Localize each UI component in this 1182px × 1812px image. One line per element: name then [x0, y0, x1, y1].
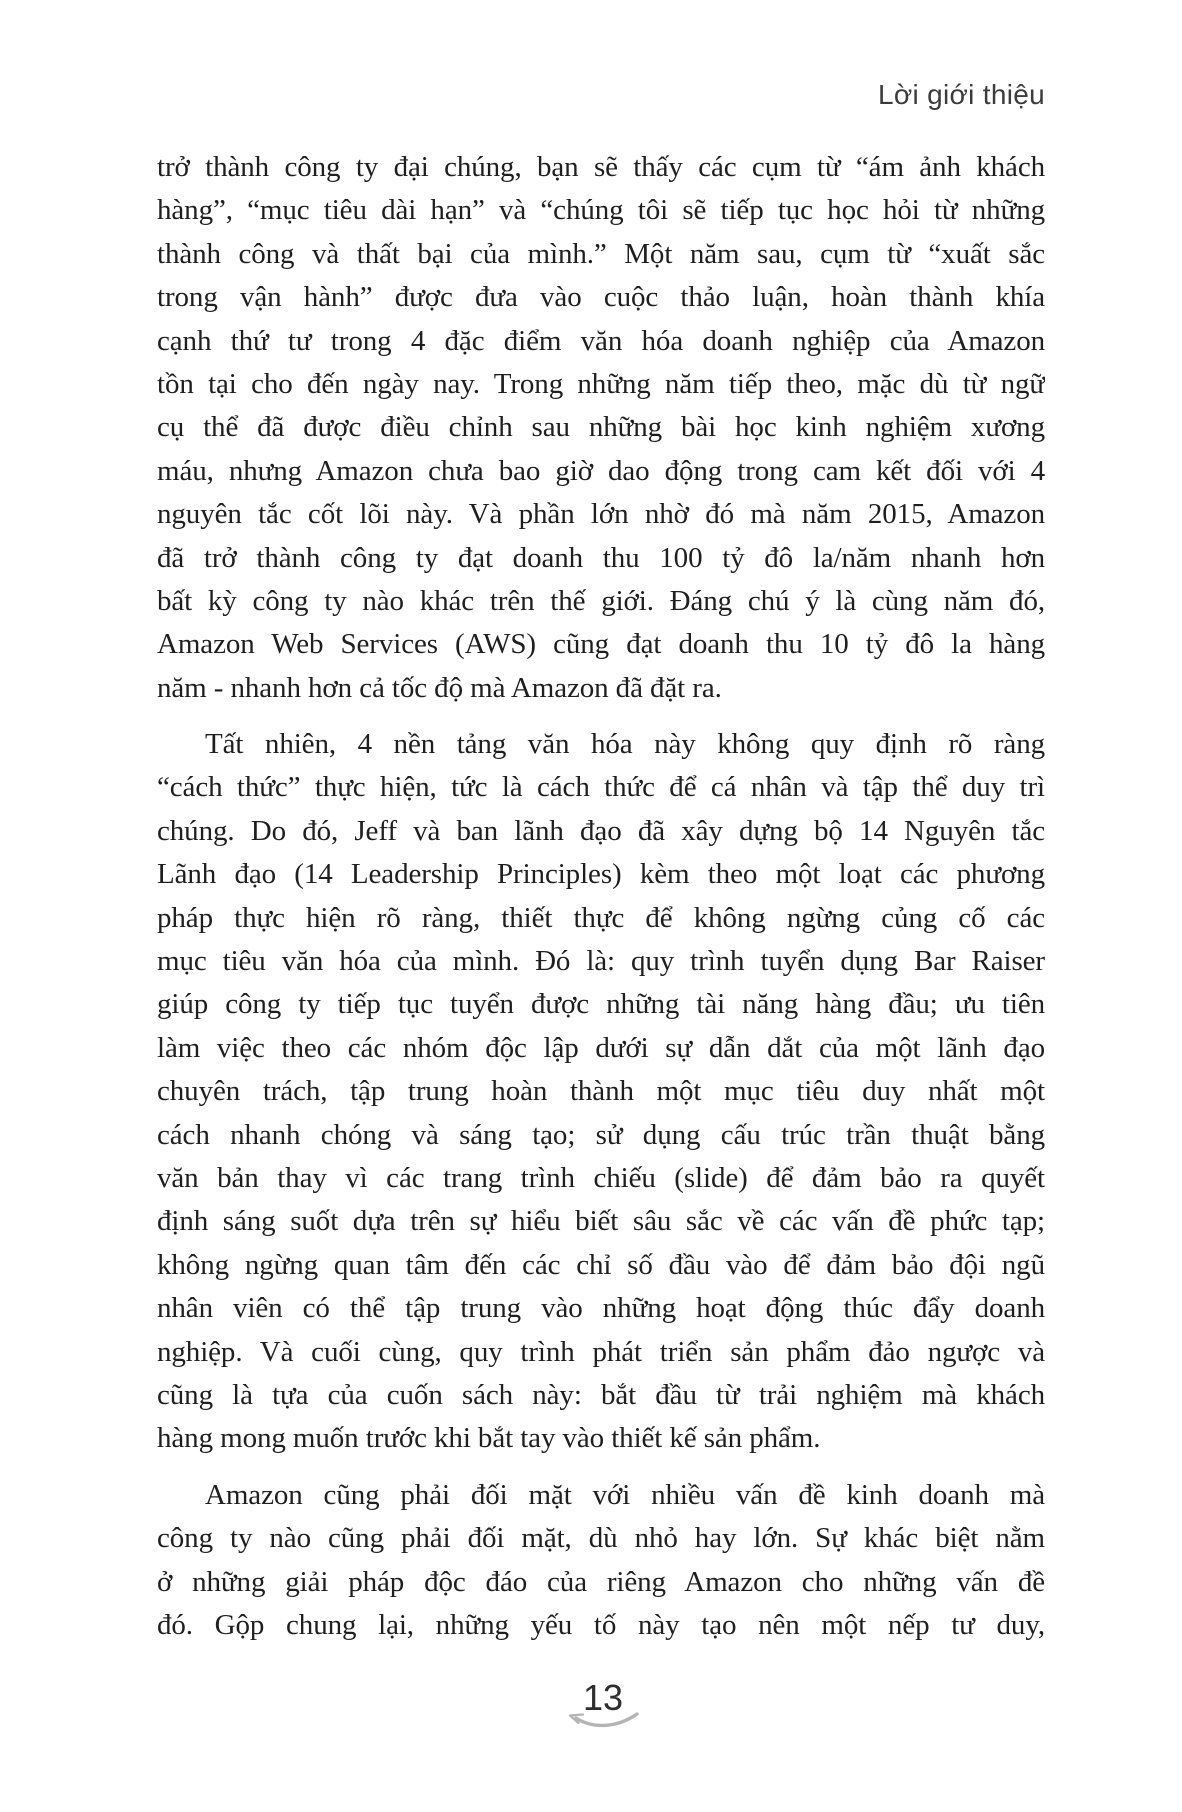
running-header: Lời giới thiệu	[877, 79, 1045, 110]
page-footer	[561, 1677, 645, 1739]
text-line: pháp thực hiện rõ ràng, thiết thực để không ngừng củng cố các	[157, 901, 1045, 934]
text-line: chuyên trách, tập trung hoàn thành một mục tiêu duy nhất một	[157, 1075, 1045, 1108]
text-line: máu, nhưng Amazon chưa bao giờ dao động trong cam kết đối với 4	[157, 454, 1045, 487]
text-line: ở những giải pháp độc đáo của riêng Amazon cho những vấn đề	[157, 1565, 1045, 1598]
text-line: hàng”, “mục tiêu dài hạn” và “chúng tôi sẽ tiếp tục học hỏi từ những	[157, 194, 1045, 227]
text-line: Lãnh đạo (14 Leadership Principles) kèm theo một loạt các phương	[157, 858, 1045, 891]
text-line: “cách thức” thực hiện, tức là cách thức để cá nhân và tập thể duy trì	[157, 771, 1045, 804]
text-line: làm việc theo các nhóm độc lập dưới sự dẫn dắt của một lãnh đạo	[157, 1031, 1045, 1064]
text-line: cũng là tựa của cuốn sách này: bắt đầu từ trải nghiệm mà khách	[157, 1378, 1045, 1411]
text-line: năm - nhanh hơn cả tốc độ mà Amazon đã đặt ra.	[157, 671, 722, 704]
text-line: nghiệp. Và cuối cùng, quy trình phát triển sản phẩm đảo ngược và	[157, 1335, 1045, 1368]
text-line: nguyên tắc cốt lõi này. Và phần lớn nhờ đó mà năm 2015, Amazon	[157, 498, 1045, 531]
text-line: hàng mong muốn trước khi bắt tay vào thiết kế sản phẩm.	[157, 1422, 821, 1455]
text-line: Amazon cũng phải đối mặt với nhiều vấn đề kinh doanh mà	[205, 1478, 1045, 1511]
text-line: giúp công ty tiếp tục tuyển được những tài năng hàng đầu; ưu tiên	[157, 988, 1045, 1021]
text-line: trong vận hành” được đưa vào cuộc thảo luận, hoàn thành khía	[157, 281, 1045, 314]
text-line: tồn tại cho đến ngày nay. Trong những năm tiếp theo, mặc dù từ ngữ	[157, 367, 1045, 400]
text-line: thành công và thất bại của mình.” Một năm sau, cụm từ “xuất sắc	[157, 237, 1045, 270]
body-text	[157, 146, 1045, 1647]
text-line: không ngừng quan tâm đến các chỉ số đầu vào để đảm bảo đội ngũ	[157, 1248, 1045, 1281]
text-line: trở thành công ty đại chúng, bạn sẽ thấy các cụm từ “ám ảnh khách	[157, 151, 1045, 183]
text-line: đó. Gộp chung lại, những yếu tố này tạo nên một nếp tư duy,	[157, 1608, 1045, 1641]
text-line: Tất nhiên, 4 nền tảng văn hóa này không quy định rõ ràng	[205, 728, 1045, 761]
page-number: 13	[582, 1677, 624, 1718]
text-line: định sáng suốt dựa trên sự hiểu biết sâu sắc về các vấn đề phức tạp;	[157, 1205, 1045, 1238]
text-line: cách nhanh chóng và sáng tạo; sử dụng cấu trúc trần thuật bằng	[157, 1118, 1045, 1151]
paragraph	[157, 723, 1045, 1461]
text-line: chúng. Do đó, Jeff và ban lãnh đạo đã xây dựng bộ 14 Nguyên tắc	[157, 814, 1045, 847]
amazon-smile-icon	[561, 1710, 645, 1739]
text-line: bất kỳ công ty nào khác trên thế giới. Đáng chú ý là cùng năm đó,	[157, 584, 1045, 617]
text-line: cạnh thứ tư trong 4 đặc điểm văn hóa doanh nghiệp của Amazon	[157, 324, 1045, 357]
text-line: văn bản thay vì các trang trình chiếu (slide) để đảm bảo ra quyết	[157, 1161, 1045, 1194]
paragraph	[157, 146, 1045, 710]
text-line: công ty nào cũng phải đối mặt, dù nhỏ hay lớn. Sự khác biệt nằm	[157, 1522, 1045, 1555]
paragraph	[157, 1474, 1045, 1648]
text-line: đã trở thành công ty đạt doanh thu 100 tỷ đô la/năm nhanh hơn	[157, 541, 1045, 574]
text-line: nhân viên có thể tập trung vào những hoạt động thúc đẩy doanh	[157, 1292, 1045, 1325]
text-line: Amazon Web Services (AWS) cũng đạt doanh thu 10 tỷ đô la hàng	[157, 628, 1045, 661]
text-line: mục tiêu văn hóa của mình. Đó là: quy trình tuyển dụng Bar Raiser	[157, 945, 1045, 978]
text-line: cụ thể đã được điều chỉnh sau những bài học kinh nghiệm xương	[157, 411, 1045, 444]
